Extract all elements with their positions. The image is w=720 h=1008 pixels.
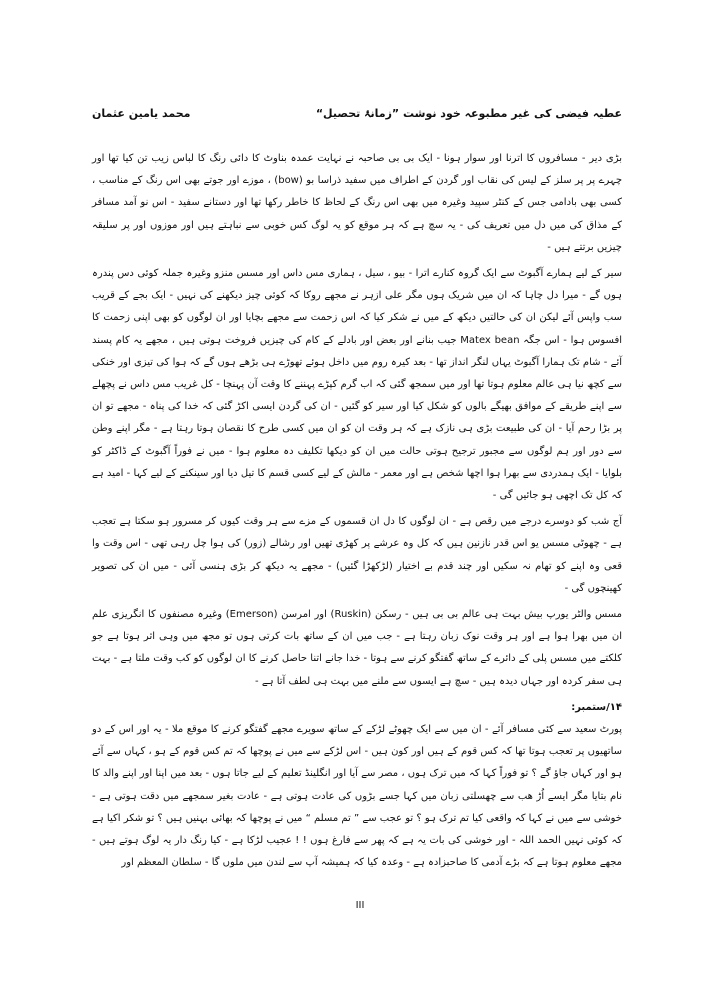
paragraph-2: سیر کے لیے ہمارے آگبوٹ سے ایک گروہ کنارے اترا - بیو ، سیل ، ہماری مس داس اور مسس منزو وغیرہ جملہ کوئی دس پندرہ ہوں گے - میرا دل چاہا کہ ان میں شریک ہوں مگر علی ازہر نے مجھے روکا کہ کوئی چیز دیکھنے کی نہیں - ایک بجے کے قریب سب واپس آئے لیکن ان کی حالتیں دیکھ کے میں نے شکر کیا کہ اس زحمت سے مجھے بچایا اور ان لوگوں کو بھی اپنی زحمت کا افسوس ہوا - اس جگہ Matex bean جیب بنانے اور بعض اور بادلے کے کام کی چیزیں فروخت ہوتی ہیں ، مجھے یہ کام پسند آئے - شام تک ہمارا آگبوٹ یہاں لنگر انداز تھا - بعد کیرہ روم میں داخل ہوئے تھوڑے ہی بڑھے ہوں گے کہ ہوا کی تیزی اور خنکی سے کچھ نیا ہی عالم معلوم ہوتا تھا اور میں سمجھ گئی کہ اب گرم کپڑے پہننے کا وقت آن پہنچا - کل غریب مس داس نے پچھلے سے اپنے طریقے کے موافق بھیگے بالوں کو شکل کیا اور سیر کو گئیں - ان کی گردن ایسی اکڑ گئی کہ خدا کی پناہ - مجھے تو ان پر بڑا رحم آیا - ان کی طبیعت بڑی ہی نازک ہے کہ ہر وقت ان کو ان میں کسی طرح کا نقصان ہوتا رہتا ہے - مگر اپنے وطن سے دور اور ہم لوگوں سے مجبور ترجیح ہوتی حالت میں ان کو دیکھا تکلیف دہ معلوم ہوا - میں نے فوراً آگبوٹ کے ڈاکٹر کو بلوایا - ایک ہمدردی سے بھرا ہوا اچھا شخص ہے اور معمر - مالش کے لیے کسی قسم کا تیل دیا اور سینکنے کے لیے کہا - امید ہے کہ کل تک اچھی ہو جائیں گی - <box>92 268 623 502</box>
date-heading: ۱۴/ستمبر: <box>571 701 622 713</box>
running-header <box>92 102 622 124</box>
paragraph-5: پورٹ سعید سے کئی مسافر آئے - ان میں سے ایک چھوٹے لڑکے کے ساتھ سویرے مجھے گفتگو کرنے کا موقع ملا - یہ اور اس کے دو ساتھیوں پر تعجب ہوتا تھا کہ کس قوم کے ہیں اور کون ہیں - اس لڑکے سے میں نے پوچھا کہ تم کس قوم کے ہو ، کہاں سے آئے ہو اور کہاں جاؤ گے ؟ تو فوراً کہا کہ میں ترک ہوں ، مصر سے آیا اور انگلینڈ تعلیم کے لیے جاتا ہوں - بعد میں اپنا اور اپنے والد کا نام بتایا مگر ایسے اُڑ ھب سے چھسلتی زبان میں کہا جسے بڑوں کی عادت ہوتی ہے - عادت بغیر سمجھے میں دقت ہوتی ہے - خوشی سے میں نے کہا کہ واقعی کیا تم ترک ہو ؟ تو عجب سے ” تم مسلم “ میں نے پوچھا کہ بھائی بہنیں ہیں ؟ تو شکر اکیا ہے کہ کوئی نہیں الحمد اللہ - اور خوشی کی بات یہ ہے کہ پھر سے فارغ ہوں ! ! عجیب لڑکا ہے - کیا رنگ دار یہ لوگ ہوتے ہیں - مجھے معلوم ہوتا ہے کہ بڑے آدمی کا صاحبزادہ ہے - وعدہ کیا کہ ہمیشہ آپ سے لندن میں ملوں گا - سلطان المعظم اور <box>92 724 622 869</box>
header-author: محمد یامین عثمان <box>92 106 191 120</box>
paragraph-3: آج شب کو دوسرے درجے میں رقص ہے - ان لوگوں کا دل ان قسموں کے مزے سے ہر وقت کیوں کر مسرور ہو سکتا ہے تعجب ہے - چھوٹی مسس یو اس قدر نازنین ہیں کہ کل وہ عرشے پر کھڑی تھیں اور رشالے (زور) کی ہوا چل رہی تھی - اس وقت وا قعی وہ اپنے کو تھام نہ سکیں اور چند قدم بے اختیار (لڑکھڑا گئیں) - مجھے یہ دیکھ کر بڑی ہنسی آئی - میں ان کی تصویر کھینچوں گی - <box>92 516 622 594</box>
body-text <box>92 148 622 879</box>
header-title: عطیہ فیضی کی غیر مطبوعہ خود نوشت ”زمانۂ تحصیل“ <box>315 106 622 120</box>
paragraph-1: بڑی دیر - مسافروں کا اترنا اور سوار ہونا - ایک بی بی صاحبہ نے نہایت عمدہ بناوٹ کا دائی رنگ کا لباس زیب تن کیا تھا اور چہرے پر پر سلز کے لیس کی نقاب اور گردن کے اطراف میں سفید ذراسا بو (bow) ، موزے اور جوتے بھی اس رنگ کے مناسب ، کسی بھی بادامی جس کے کنٹر سپید وغیرہ میں بھی اس رنگ کے لحاظ کا خاطر رکھا تھا اور دستانے سفید - اس نو آمد مسافر کے مذاق کی میں دل میں تعریف کی - یہ سچ ہے کہ ہر موقع کو یہ لوگ کس خوبی سے نباہتے ہیں اور موزوں اور پر سلیقہ چیزیں برتتے ہیں - <box>92 153 623 253</box>
page-number: III <box>355 900 365 911</box>
paragraph-4: مسس والٹر یورپ بیش بہت ہی عالم بی بی ہیں - رسکن (Ruskin) اور امرسن (Emerson) وغیرہ مصنفوں کا انگریزی علم ان میں بھرا ہوا ہے اور ہر وقت نوک زبان رہتا ہے - جب میں ان کے ساتھ بات کرتی ہوں تو مجھ میں وہی اثر ہوتا ہے جو کلکتے میں مسس پلی کے دائرے کے ساتھ گفتگو کرنے سے ہوتا - خدا جانے اتنا حاصل کرنے کا ان لوگوں کو کب وقت ملتا ہے - بہت ہی سفر کردہ اور جہاں دیدہ ہیں - سچ ہے ایسوں سے ملنے میں بہت ہی لطف آتا ہے - <box>92 609 622 687</box>
